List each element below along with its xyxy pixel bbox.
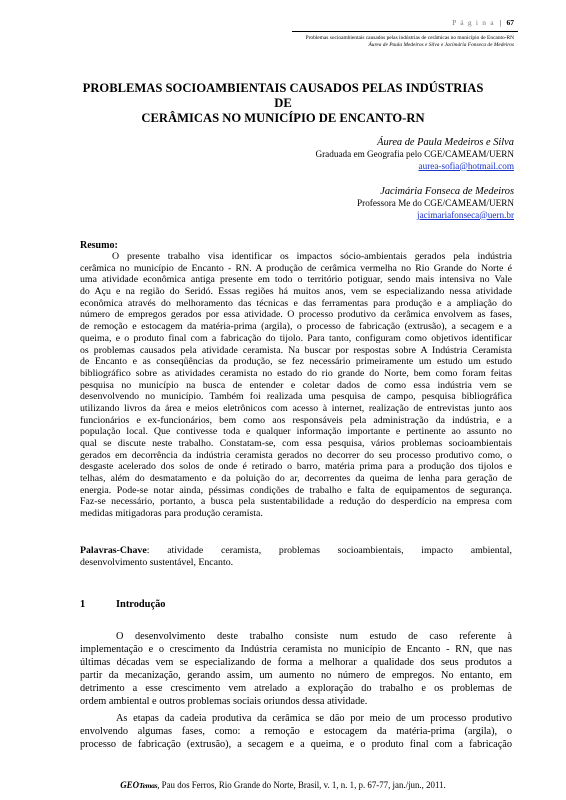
section-title: Introdução (116, 599, 166, 610)
abstract-line: funcionários e ex-funcionários, bem como aos responsáveis pela administração da indústria, e a (80, 414, 512, 426)
abstract-line: gerados em decorrência da indústria ceramista gerados no decorrer do seu processo produtivo como, o (80, 449, 512, 461)
body-line: últimas décadas vem se especializando de forma a melhorar a qualidade dos seus produtos a (80, 657, 512, 669)
abstract-line: qual se discute neste trabalho. Constatam-se, com essa pesquisa, vários problemas socioambientais (80, 438, 512, 449)
author-block-1 (315, 136, 514, 172)
keywords-line-2: desenvolvimento sustentável, Encanto. (80, 556, 234, 568)
author-name: Jacimária Fonseca de Medeiros (380, 186, 514, 197)
abstract-line: de Encanto e as conseqüências da produção, se fez necessário primeiramente um estudo um estudo (80, 356, 512, 368)
abstract-line: O presente trabalho visa identificar os impactos sócio-ambientais gerados pela indústria (112, 251, 512, 262)
keywords-line-1 (80, 545, 512, 557)
abstract-line: número de empregos gerados por essa atividade. O processo produtivo da cerâmica envolvem as fases, (80, 309, 512, 321)
abstract-line: pesquisa no município na busca de entender e coletar dados de como essa indústria vem se (80, 379, 512, 391)
body-line: As etapas da cadeia produtiva da cerâmica se dão por meio de um processo produtivo (116, 712, 512, 724)
body-line: partir da mecanização, gerando assim, um aumento no número de empregos. No entanto, em (80, 670, 512, 682)
author-name: Áurea de Paula Medeiros e Silva (377, 137, 514, 148)
journal-citation: , Pau dos Ferros, Rio Grande do Norte, Brasil, v. 1, n. 1, p. 67-77, jan./jun., 2011. (157, 780, 446, 790)
running-header-title: Problemas socioambientais causados pelas indústrias de cerâmicas no município de Encanto-RN (305, 35, 514, 41)
section-number: 1 (80, 599, 86, 610)
abstract-line: uma atividade econômica antiga presente em todo o território potiguar, sendo mais intensiva no Vale (80, 274, 512, 286)
author-email-link[interactable]: jacimariafonseca@uern.br (417, 209, 514, 220)
author-block-2 (357, 185, 514, 221)
body-text (80, 630, 512, 751)
abstract-line: os problemas causados pela atividade ceramista. Na buscar por respostas sobre A Indústria Ceramista (80, 344, 512, 356)
abstract-line: de remoção e estocagem da matéria-prima (argila), o processo de fabricação (extrusão), a secagem e a (80, 321, 512, 333)
abstract-text (80, 251, 512, 520)
keywords-text: : atividade ceramista, problemas socioambientais, impacto ambiental, (146, 545, 512, 556)
abstract-line: econômica através do melhoramento das técnicas e das ferramentas para produção e a ampliação do (80, 297, 512, 309)
running-header-authors: Áurea de Paula Medeiros e Silva e Jacimária Fonseca de Medeiros (368, 42, 514, 48)
body-line: implementação e o crescimento da Indústria ceramista no município de Encanto - RN, que nas (80, 644, 512, 656)
author-email-link[interactable]: aurea-sofia@hotmail.com (418, 160, 514, 171)
abstract-line: medidas mitigadoras para produção ceramista. (80, 508, 263, 520)
body-line: O desenvolvimento deste trabalho consiste num estudo de caso referente à (116, 631, 512, 642)
journal-brand-geo: GEO (120, 780, 139, 790)
header-rule (292, 31, 518, 32)
abstract-line: desenvolvendo no município. Também foi realizada uma pesquisa de campo, pesquisa bibliográfica (80, 391, 512, 403)
keywords-label: Palavras-Chave (80, 545, 147, 556)
journal-footer (0, 780, 566, 790)
abstract-line: do Açu e na região do Seridó. Essas regiões há muitos anos, vem se especializando nessa atividade (80, 286, 512, 298)
abstract-line: queima, e o produto final com a fabricação do tijolo. Para tanto, configuram como objetivos identificar (80, 332, 512, 344)
author-affiliation: Professora Me do CGE/CAMEAM/UERN (357, 198, 514, 208)
body-line: envolvendo algumas fases, como: a remoção e estocagem da matéria-prima (argila), o (80, 725, 512, 737)
journal-brand-temas: Temas (139, 781, 158, 790)
abstract-line: bibliográfico sobre as atividades ceramista no estado do rio grande do Norte, bem como foram feitas (80, 367, 512, 379)
abstract-line: telhas, além do desmatamento e da poluição do ar, decorrentes da queima de lenha para geração de (80, 473, 512, 485)
abstract-line: desgaste acelerado dos solos de onde é retirado o barro, matéria prima para a produção dos tijolos e (80, 461, 512, 473)
page-number: 67 (506, 18, 514, 27)
author-affiliation: Graduada em Geografia pelo CGE/CAMEAM/UERN (315, 149, 514, 159)
section-heading (80, 599, 165, 610)
body-line: detrimento a esse crescimento vem atrelado a exploração do trabalho e os problemas de (80, 683, 512, 695)
abstract-line: Faz-se necessário, portanto, a busca pela sustentabilidade a redução do desperdício na empresa com (80, 496, 512, 508)
paper-title (80, 81, 486, 126)
body-line: ordem ambiental e outros problemas sociais oriundos dessa atividade. (80, 696, 368, 708)
page-label: P á g i n a (452, 18, 495, 27)
paper-title-line-1: PROBLEMAS SOCIOAMBIENTAIS CAUSADOS PELAS INDÚSTRIAS DE (82, 81, 484, 110)
abstract-label: Resumo: (80, 240, 118, 251)
abstract-line: utilizando livros da área e meios eletrônicos com acesso à internet, realização de entrevistas junto aos (80, 402, 512, 414)
page-number-block (452, 18, 514, 27)
page-separator: | (499, 18, 502, 27)
abstract-line: população local. Que contivesse toda e qualquer informação importante e pertinente ao assunto no (80, 426, 512, 438)
paper-title-line-2: CERÂMICAS NO MUNICÍPIO DE ENCANTO-RN (141, 111, 425, 125)
body-line: processo de fabricação (extrusão), a secagem e a queima, e o produto final com a fabricação (80, 738, 512, 750)
keywords (80, 545, 512, 568)
abstract-line: energia. Pode-se notar ainda, péssimas condições de trabalho e falta de equipamentos de segurança. (80, 484, 512, 496)
abstract-line: cerâmica no município de Encanto - RN. A produção de cerâmica vermelha no Rio Grande do Norte é (80, 262, 512, 274)
